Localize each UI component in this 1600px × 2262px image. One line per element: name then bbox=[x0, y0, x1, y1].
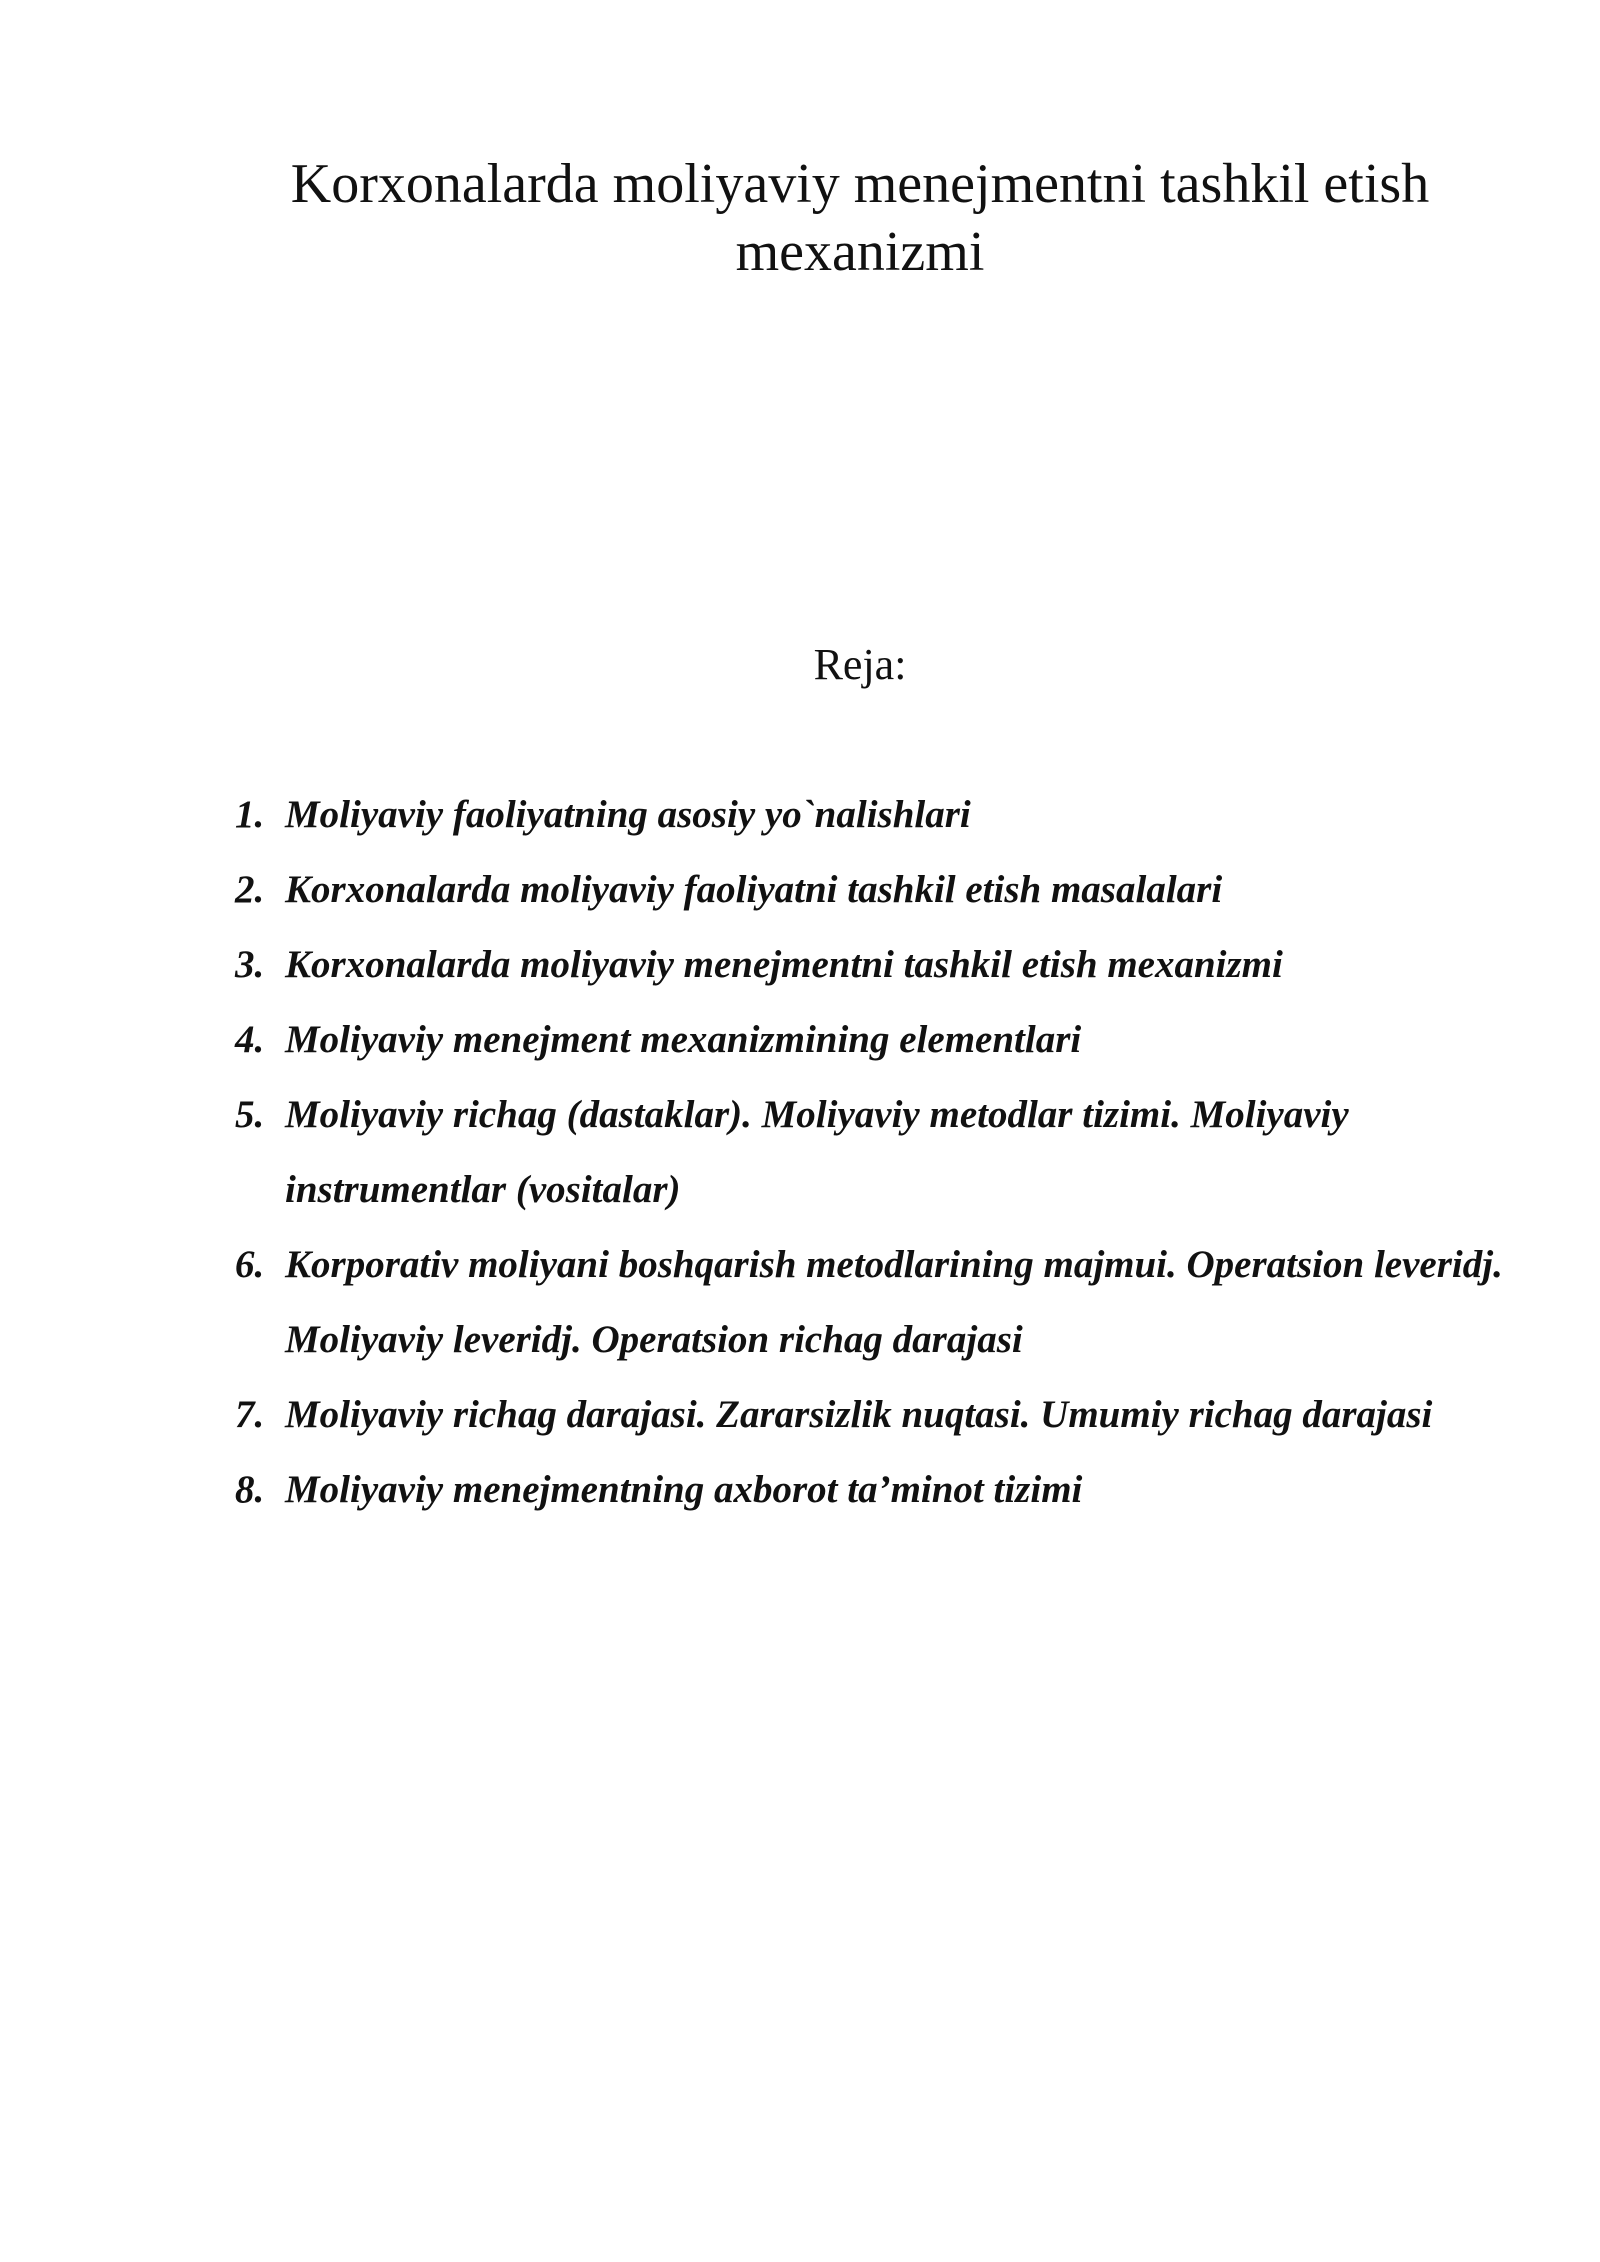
plan-item-text: Korxonalarda moliyaviy menejmentni tashkil etish mexanizmi bbox=[285, 943, 1283, 986]
plan-list bbox=[235, 777, 1535, 1527]
plan-item-text: Korporativ moliyani boshqarish metodlarining majmui. Operatsion leveridj. Moliyaviy leveridj. Operatsion richag darajasi bbox=[285, 1243, 1503, 1361]
plan-heading: Reja: bbox=[813, 640, 907, 689]
plan-item bbox=[235, 1077, 1535, 1227]
plan-item bbox=[235, 1377, 1535, 1452]
plan-item-number: 8. bbox=[235, 1468, 265, 1511]
plan-item-number: 6. bbox=[235, 1243, 265, 1286]
plan-item-text: Korxonalarda moliyaviy faoliyatni tashkil etish masalalari bbox=[285, 868, 1223, 911]
plan-item bbox=[235, 1227, 1535, 1377]
plan-item-number: 5. bbox=[235, 1093, 265, 1136]
plan-item-number: 1. bbox=[235, 793, 265, 836]
plan-item bbox=[235, 1002, 1535, 1077]
plan-item-text: Moliyaviy faoliyatning asosiy yo`nalishlari bbox=[285, 793, 971, 836]
plan-item-text: Moliyaviy richag (dastaklar). Moliyaviy metodlar tizimi. Moliyaviy instrumentlar (vositalar) bbox=[285, 1093, 1349, 1211]
plan-item-number: 3. bbox=[235, 943, 265, 986]
plan-item-number: 2. bbox=[235, 868, 265, 911]
plan-item bbox=[235, 852, 1535, 927]
plan-item bbox=[235, 777, 1535, 852]
plan-item bbox=[235, 1452, 1535, 1527]
plan-item-text: Moliyaviy richag darajasi. Zararsizlik nuqtasi. Umumiy richag darajasi bbox=[285, 1393, 1433, 1436]
plan-item-text: Moliyaviy menejment mexanizmining elementlari bbox=[285, 1018, 1082, 1061]
document-title: Korxonalarda moliyaviy menejmentni tashkil etish mexanizmi bbox=[290, 153, 1430, 283]
plan-item-number: 7. bbox=[235, 1393, 265, 1436]
plan-item-number: 4. bbox=[235, 1018, 265, 1061]
plan-item bbox=[235, 927, 1535, 1002]
plan-item-text: Moliyaviy menejmentning axborot ta’minot tizimi bbox=[285, 1468, 1083, 1511]
